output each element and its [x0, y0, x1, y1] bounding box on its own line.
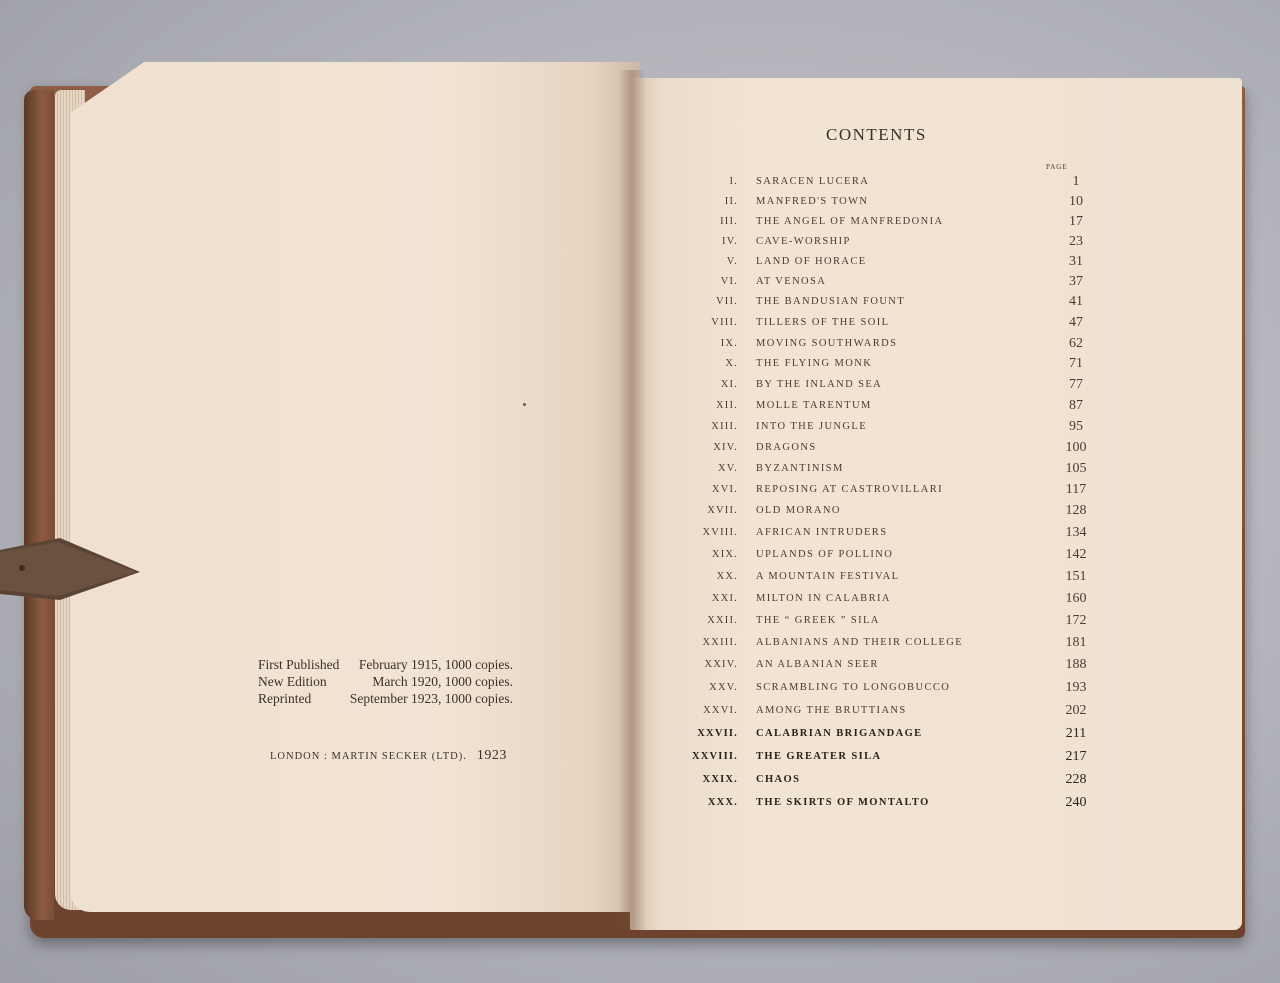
chapter-page: 17: [1069, 214, 1083, 229]
chapter-number: XV.: [717, 463, 738, 474]
chapter-title: ALBANIANS AND THEIR COLLEGE: [756, 637, 964, 648]
chapter-title: OLD MORANO: [756, 505, 841, 516]
toc-entry: [690, 176, 1110, 196]
chapter-page: 100: [1065, 440, 1087, 455]
toc-entry: [690, 549, 1110, 569]
chapter-title: MILTON IN CALABRIA: [756, 593, 891, 604]
chapter-page: 47: [1069, 315, 1083, 330]
chapter-number: VIII.: [711, 317, 738, 328]
publication-year: 1923: [476, 748, 507, 763]
chapter-page: 181: [1065, 635, 1087, 650]
chapter-number: XVI.: [711, 484, 738, 495]
chapter-page: 71: [1069, 356, 1083, 371]
toc-entry: [690, 358, 1110, 378]
bookmark-tab-icon: [0, 530, 140, 610]
imprint-line: New Edition March 1920, 1000 copies.: [258, 674, 513, 689]
chapter-page: 193: [1065, 680, 1087, 695]
book-gutter: [618, 70, 646, 930]
chapter-title: DRAGONS: [756, 442, 817, 453]
chapter-title: AMONG THE BRUTTIANS: [756, 705, 907, 716]
chapter-page: 41: [1069, 294, 1083, 309]
chapter-page: 1: [1072, 174, 1080, 189]
chapter-title: MOLLE TARENTUM: [756, 400, 872, 411]
chapter-number: XVII.: [707, 505, 738, 516]
chapter-title: THE SKIRTS OF MONTALTO: [756, 797, 930, 808]
chapter-number: XXIX.: [702, 774, 738, 785]
chapter-number: I.: [729, 176, 738, 187]
toc-entry: [690, 797, 1110, 817]
chapter-number: XVIII.: [702, 527, 738, 538]
chapter-number: XXVII.: [697, 728, 738, 739]
chapter-page: 188: [1065, 657, 1087, 672]
toc-entry: [690, 728, 1110, 748]
book-spine: [24, 90, 54, 920]
chapter-number: IV.: [722, 236, 738, 247]
chapter-page: 134: [1065, 525, 1087, 540]
chapter-number: IX.: [720, 338, 738, 349]
chapter-number: XXIII.: [702, 637, 738, 648]
chapter-title: INTO THE JUNGLE: [756, 421, 868, 432]
chapter-page: 105: [1065, 461, 1087, 476]
page-column-header: PAGE: [1046, 163, 1068, 171]
imprint-block: [258, 656, 513, 707]
chapter-title: BY THE INLAND SEA: [756, 379, 883, 390]
chapter-number: VI.: [720, 276, 738, 287]
chapter-number: XI.: [720, 379, 738, 390]
toc-entry: [690, 682, 1110, 702]
chapter-number: XII.: [715, 400, 738, 411]
chapter-page: 31: [1069, 254, 1083, 269]
chapter-number: V.: [726, 256, 738, 267]
toc-entry: [690, 615, 1110, 635]
chapter-page: 160: [1065, 591, 1087, 606]
toc-entry: [690, 276, 1110, 296]
toc-entry: [690, 256, 1110, 276]
chapter-page: 87: [1069, 398, 1083, 413]
chapter-title: THE FLYING MONK: [756, 358, 873, 369]
chapter-title: UPLANDS OF POLLINO: [756, 549, 894, 560]
chapter-title: REPOSING AT CASTROVILLARI: [756, 484, 944, 495]
chapter-title: MOVING SOUTHWARDS: [756, 338, 898, 349]
chapter-title: CALABRIAN BRIGANDAGE: [756, 728, 923, 739]
chapter-page: 95: [1069, 419, 1083, 434]
chapter-number: XIV.: [713, 442, 738, 453]
chapter-page: 172: [1065, 613, 1087, 628]
chapter-number: XXV.: [709, 682, 738, 693]
chapter-page: 62: [1069, 336, 1083, 351]
chapter-number: XIII.: [711, 421, 738, 432]
chapter-title: SCRAMBLING TO LONGOBUCCO: [756, 682, 951, 693]
chapter-page: 37: [1069, 274, 1083, 289]
chapter-title: BYZANTINISM: [756, 463, 844, 474]
chapter-page: 117: [1065, 482, 1087, 497]
chapter-page: 77: [1069, 377, 1083, 392]
toc-entry: [690, 751, 1110, 771]
toc-entry: [690, 637, 1110, 657]
chapter-title: THE GREATER SILA: [756, 751, 882, 762]
toc-entry: [690, 659, 1110, 679]
chapter-number: X.: [725, 358, 738, 369]
toc-entry: [690, 296, 1110, 316]
chapter-title: SARACEN LUCERA: [756, 176, 870, 187]
chapter-title: THE “ GREEK ” SILA: [756, 615, 880, 626]
toc-entry: [690, 421, 1110, 441]
chapter-page: 240: [1065, 795, 1087, 810]
chapter-number: XXI.: [711, 593, 738, 604]
chapter-title: AN ALBANIAN SEER: [756, 659, 879, 670]
toc-entry: [690, 196, 1110, 216]
chapter-title: LAND OF HORACE: [756, 256, 867, 267]
chapter-title: AT VENOSA: [756, 276, 827, 287]
chapter-page: 202: [1065, 703, 1087, 718]
chapter-number: II.: [724, 196, 738, 207]
toc-entry: [690, 505, 1110, 525]
chapter-number: XXVIII.: [691, 751, 738, 762]
toc-entry: [690, 705, 1110, 725]
chapter-title: A MOUNTAIN FESTIVAL: [756, 571, 900, 582]
toc-entry: [690, 484, 1110, 504]
toc-entry: [690, 216, 1110, 236]
chapter-number: III.: [720, 216, 738, 227]
toc-entry: [690, 236, 1110, 256]
chapter-number: XXVI.: [703, 705, 738, 716]
page-speck: [523, 403, 526, 406]
chapter-number: XXII.: [707, 615, 738, 626]
chapter-number: XXX.: [707, 797, 738, 808]
chapter-title: CAVE-WORSHIP: [756, 236, 851, 247]
contents-heading: CONTENTS: [826, 125, 927, 144]
toc-entry: [690, 379, 1110, 399]
chapter-number: XIX.: [711, 549, 738, 560]
chapter-title: CHAOS: [756, 774, 801, 785]
imprint-line: First Published February 1915, 1000 copies.: [258, 657, 513, 672]
publisher-line: [270, 748, 507, 764]
toc-entry: [690, 571, 1110, 591]
toc-entry: [690, 442, 1110, 462]
chapter-page: 151: [1065, 569, 1087, 584]
chapter-number: XX.: [716, 571, 738, 582]
chapter-page: 23: [1069, 234, 1083, 249]
imprint-line: Reprinted September 1923, 1000 copies.: [258, 691, 513, 706]
chapter-page: 211: [1065, 726, 1087, 741]
chapter-title: AFRICAN INTRUDERS: [756, 527, 888, 538]
chapter-page: 217: [1065, 749, 1087, 764]
chapter-page: 128: [1065, 503, 1087, 518]
chapter-title: TILLERS OF THE SOIL: [756, 317, 890, 328]
chapter-title: MANFRED'S TOWN: [756, 196, 869, 207]
publisher-name: LONDON : MARTIN SECKER (LTD).: [270, 751, 467, 762]
left-page: [70, 62, 640, 912]
chapter-number: XXIV.: [704, 659, 738, 670]
toc-entry: [690, 593, 1110, 613]
toc-entry: [690, 317, 1110, 337]
toc-entry: [690, 774, 1110, 794]
chapter-title: THE ANGEL OF MANFREDONIA: [756, 216, 944, 227]
toc-entry: [690, 400, 1110, 420]
toc-entry: [690, 527, 1110, 547]
toc-entry: [690, 463, 1110, 483]
chapter-title: THE BANDUSIAN FOUNT: [756, 296, 906, 307]
chapter-number: VII.: [715, 296, 738, 307]
chapter-page: 10: [1069, 194, 1083, 209]
chapter-page: 142: [1065, 547, 1087, 562]
toc-entry: [690, 338, 1110, 358]
chapter-page: 228: [1065, 772, 1087, 787]
